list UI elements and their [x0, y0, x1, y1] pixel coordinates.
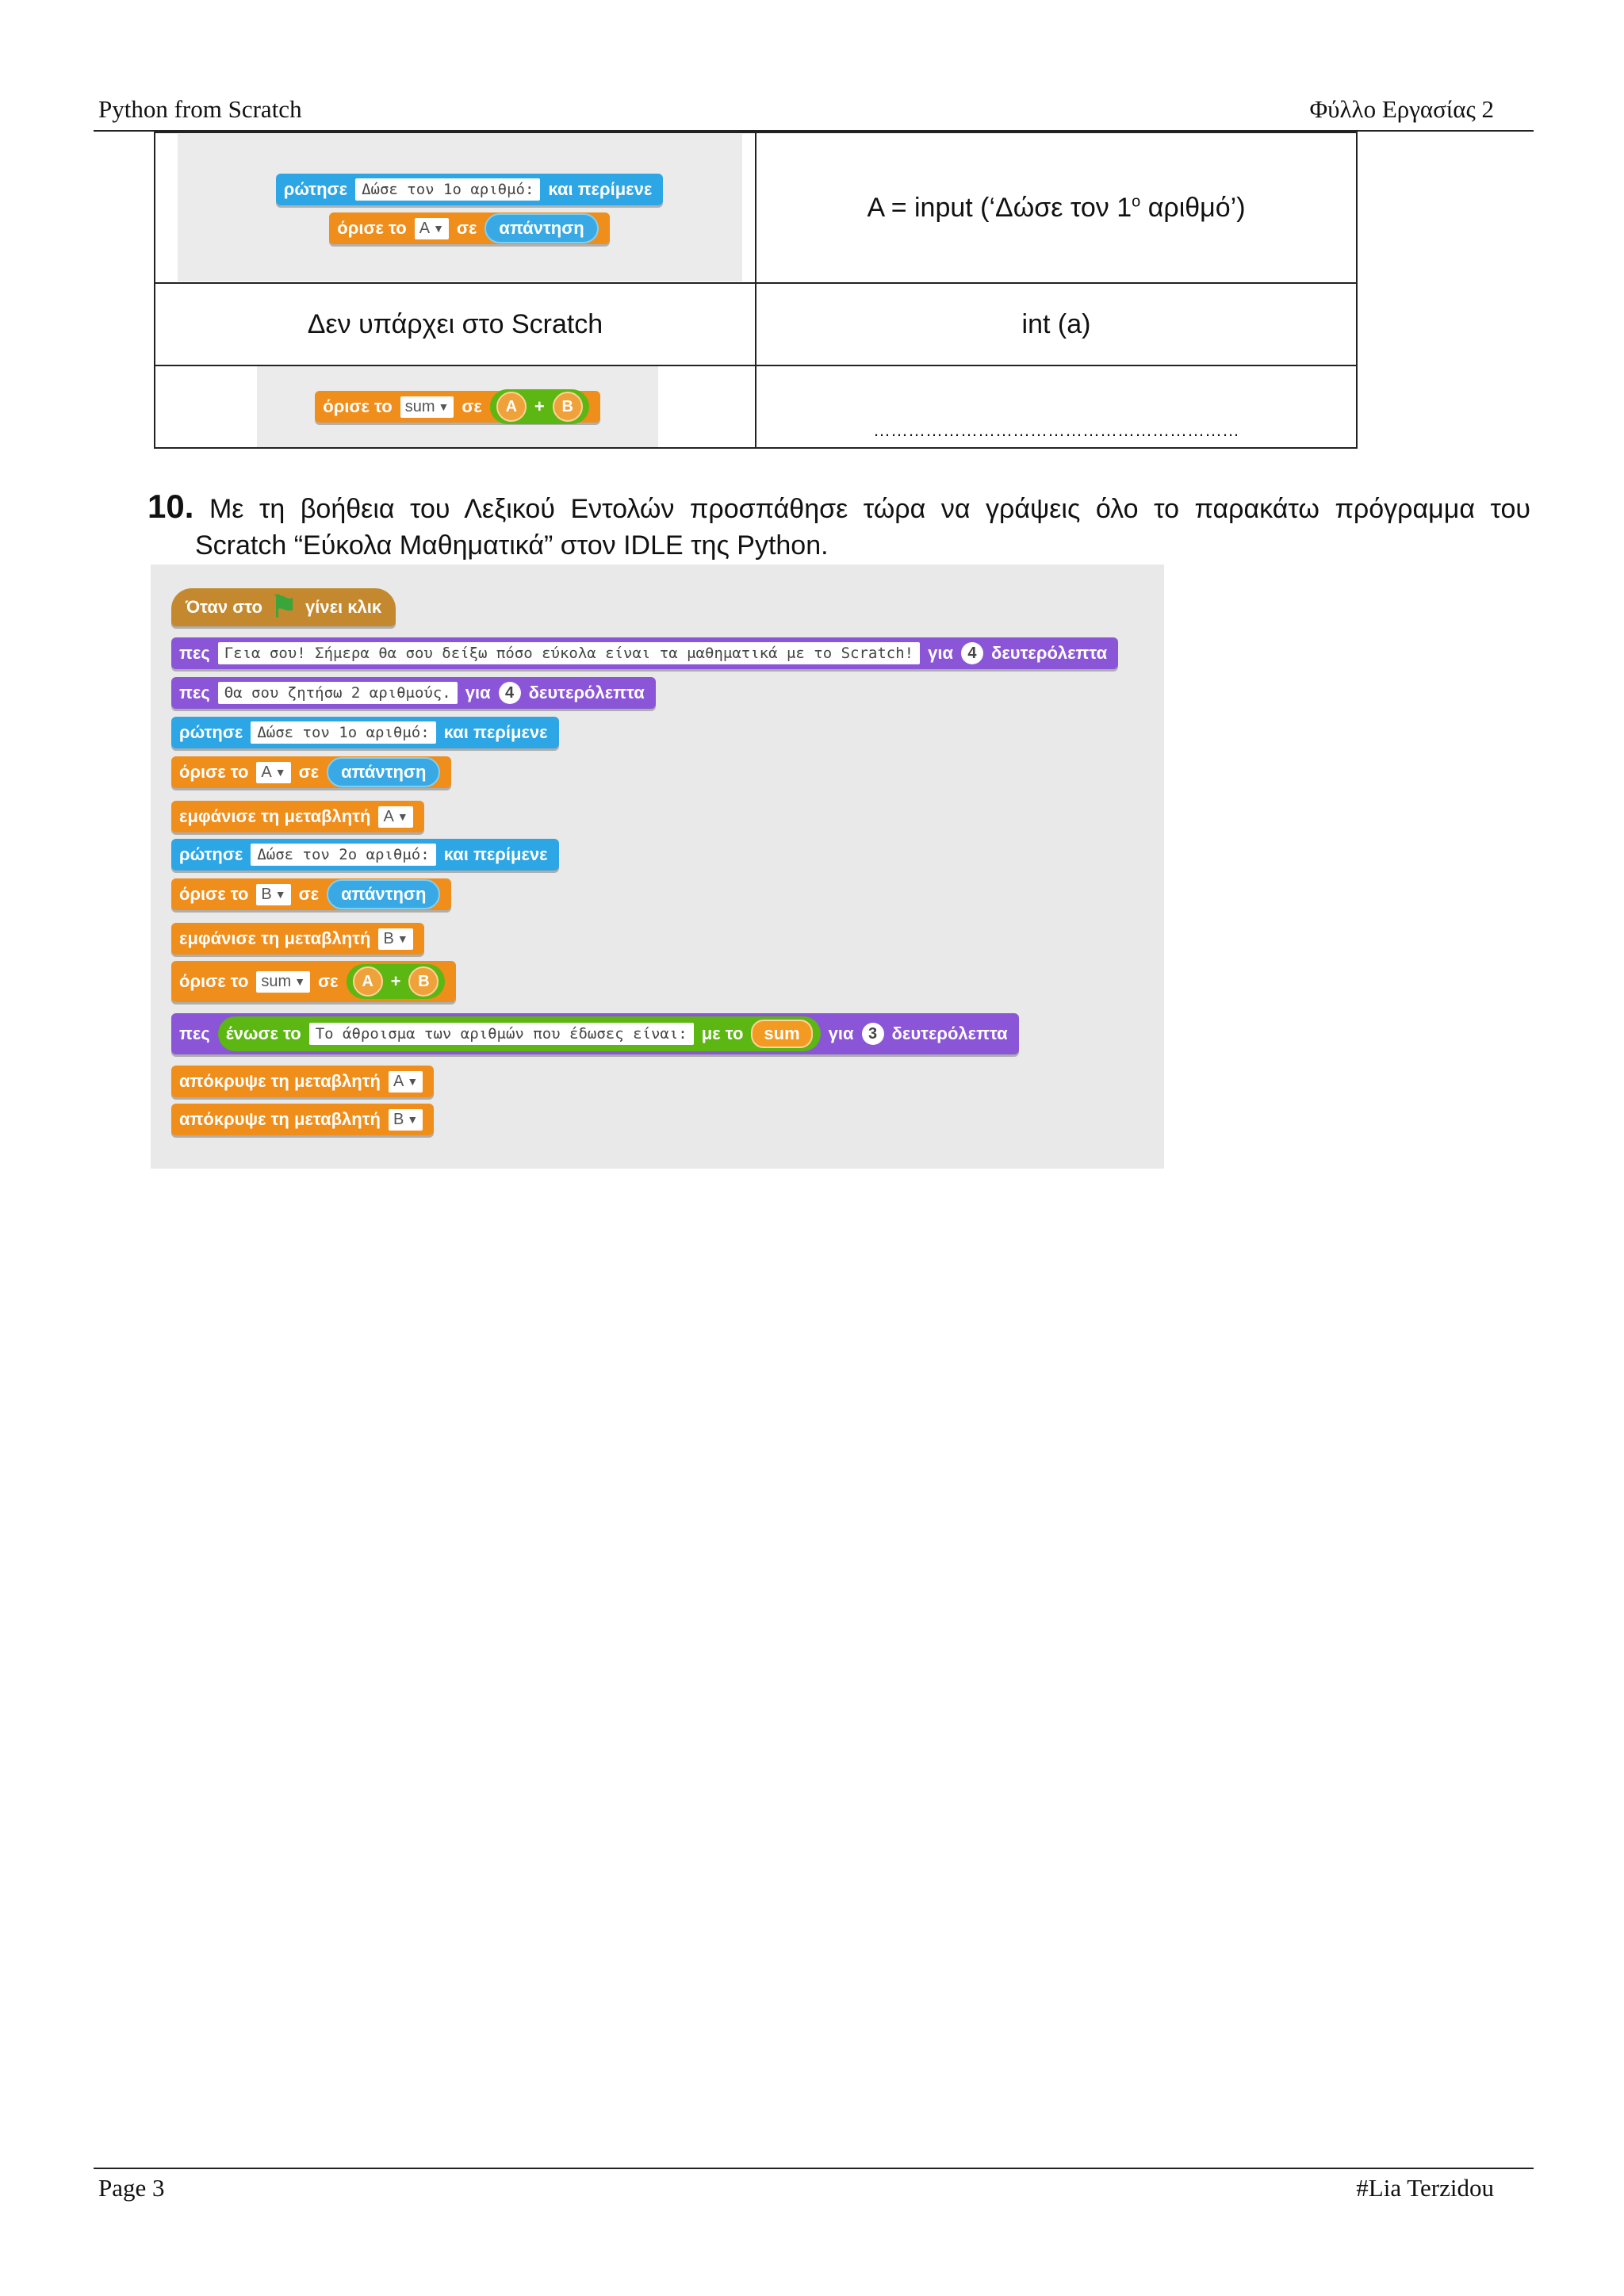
scratch-python-table [154, 132, 1358, 449]
plus-sign: + [390, 971, 401, 991]
block-label: για [828, 1024, 854, 1043]
program-row [171, 588, 396, 626]
program-row [171, 923, 424, 955]
header-right: Φύλλο Εργασίας 2 [1309, 95, 1494, 123]
program-row [171, 801, 424, 832]
scratch-snippet [178, 134, 742, 281]
question-text: Scratch “Εύκολα Μαθηματικά” στον IDLE της Python. [195, 530, 829, 561]
program-row [171, 677, 656, 709]
set-block [329, 212, 609, 244]
question-line [147, 488, 1530, 527]
table-row [155, 365, 1357, 448]
when-flag-clicked-block [171, 588, 396, 626]
say-block [171, 637, 1118, 669]
plus-sign: + [534, 396, 545, 416]
set-block [171, 756, 451, 788]
dropdown-arrow-icon: ▼ [433, 222, 444, 235]
block-label: όρισε το [179, 971, 249, 991]
block-label: γίνει κλικ [305, 597, 382, 617]
block-label: εμφάνισε τη μεταβλητή [179, 806, 371, 826]
variable-reporter: sum [751, 1020, 812, 1048]
block-label: και περίμενε [443, 722, 548, 742]
variable-dropdown [389, 1109, 423, 1131]
block-label: και περίμενε [443, 844, 548, 864]
python-code: αριθμό’) [1140, 192, 1246, 223]
block-label: ρώτησε [179, 844, 243, 864]
block-label: εμφάνισε τη μεταβλητή [179, 928, 371, 948]
python-cell [756, 132, 1357, 283]
add-operator [490, 389, 589, 424]
variable-dropdown [400, 396, 454, 418]
show-variable-block [171, 801, 424, 832]
block-label: όρισε το [179, 884, 249, 904]
block-label: πες [179, 683, 210, 702]
table-row [155, 283, 1357, 365]
program-row [171, 961, 456, 1002]
question-number: 10. [147, 488, 194, 525]
block-label: σε [462, 396, 482, 416]
program-row [171, 878, 451, 910]
block-field: Δώσε τον 1ο αριθμό: [251, 721, 435, 744]
variable-reporter: A [353, 966, 383, 997]
block-label: και περίμενε [548, 179, 653, 199]
program-row [171, 839, 559, 871]
block-label: πες [179, 643, 210, 663]
variable-dropdown [256, 884, 290, 905]
scratch-snippet [257, 366, 658, 447]
footer-rule [94, 2168, 1534, 2169]
block-label: σε [298, 884, 320, 904]
hide-variable-block [171, 1104, 434, 1135]
block-field: Θα σου ζητήσω 2 αριθμούς. [218, 682, 458, 704]
variable-dropdown [256, 762, 290, 783]
program-row [171, 717, 559, 748]
scratch-cell: Δεν υπάρχει στο Scratch [155, 283, 756, 365]
variable-reporter: B [553, 392, 583, 422]
block-label: ρώτησε [179, 722, 243, 742]
dropdown-arrow-icon: ▼ [396, 932, 408, 945]
superscript: o [1132, 193, 1141, 211]
block-label: για [928, 643, 953, 663]
block-field: Γεια σου! Σήμερα θα σου δείξω πόσο εύκολα είναι τα μαθηματικά με το Scratch! [218, 642, 920, 664]
say-join-block [171, 1013, 1019, 1054]
variable-name: A [383, 807, 394, 825]
program-row [171, 1013, 1019, 1054]
block-label: απόκρυψε τη μεταβλητή [179, 1071, 381, 1091]
dropdown-arrow-icon: ▼ [407, 1113, 419, 1126]
variable-dropdown [256, 971, 310, 993]
block-label: πες [179, 1024, 210, 1043]
set-sum-block [171, 961, 456, 1002]
dropdown-arrow-icon: ▼ [438, 400, 450, 413]
block-label: όρισε το [179, 762, 249, 782]
answer-reporter: απάντηση [327, 757, 440, 787]
block-label: όρισε το [323, 396, 393, 416]
variable-dropdown [389, 1071, 423, 1093]
variable-name: A [419, 219, 431, 237]
green-flag-icon: ⚑ [270, 591, 297, 624]
block-label: όρισε το [337, 218, 407, 238]
variable-dropdown [415, 218, 449, 239]
block-label: σε [318, 971, 339, 991]
block-field: Δώσε τον 2ο αριθμό: [251, 844, 435, 866]
variable-name: A [393, 1072, 404, 1090]
python-cell: int (a) [756, 283, 1357, 365]
number-input: 4 [961, 642, 983, 664]
block-field: Το άθροισμα των αριθμών που έδωσες είναι: [309, 1023, 694, 1045]
show-variable-block [171, 923, 424, 955]
block-label: ρώτησε [283, 179, 348, 199]
python-cell [756, 365, 1357, 448]
say-block [171, 677, 656, 709]
hide-variable-block [171, 1066, 434, 1097]
variable-dropdown [378, 806, 412, 828]
set-sum-block [315, 391, 599, 423]
dropdown-arrow-icon: ▼ [274, 888, 286, 901]
variable-name: sum [404, 397, 435, 415]
page-header [98, 95, 1494, 127]
block-label: απόκρυψε τη μεταβλητή [179, 1109, 381, 1129]
scratch-cell [155, 365, 756, 448]
ask-block [171, 839, 559, 871]
variable-name: sum [261, 972, 292, 990]
header-left: Python from Scratch [98, 95, 302, 123]
block-label: με το [701, 1024, 744, 1043]
block-label: Όταν στο [186, 597, 262, 617]
ask-block [276, 174, 664, 205]
page-number: Page 3 [98, 2174, 165, 2202]
block-label: για [465, 683, 491, 702]
question-text: Με τη βοήθεια του Λεξικού Εντολών προσπάθησε τώρα να γράψεις όλο το παρακάτω πρόγραμμα του [209, 494, 1530, 524]
scratch-program [151, 564, 1164, 1169]
number-input: 4 [499, 682, 521, 704]
variable-name: B [383, 929, 394, 947]
dropdown-arrow-icon: ▼ [294, 975, 306, 988]
variable-reporter: A [496, 392, 527, 422]
block-label: ένωσε το [225, 1024, 301, 1043]
block-field: Δώσε τον 1ο αριθμό: [355, 178, 540, 201]
python-code: A = input (‘Δώσε τον 1 [867, 192, 1132, 223]
join-operator [218, 1016, 821, 1051]
block-label: δευτερόλεπτα [891, 1024, 1008, 1043]
program-row [171, 1104, 434, 1135]
block-label: σε [456, 218, 477, 238]
program-row [171, 637, 1118, 669]
dropdown-arrow-icon: ▼ [274, 766, 286, 779]
variable-dropdown [378, 928, 412, 950]
variable-name: B [261, 885, 272, 903]
scratch-cell [155, 132, 756, 283]
dropdown-arrow-icon: ▼ [407, 1075, 419, 1088]
number-input: 3 [862, 1023, 884, 1045]
author: #Lia Terzidou [1356, 2174, 1494, 2202]
table-row [155, 132, 1357, 283]
block-label: σε [298, 762, 320, 782]
answer-reporter: απάντηση [485, 213, 598, 243]
question-10 [147, 488, 1530, 564]
block-label: δευτερόλεπτα [528, 683, 645, 702]
program-row [171, 1066, 434, 1097]
set-block [171, 878, 451, 910]
answer-placeholder: ……………………………………………………… [873, 420, 1239, 440]
variable-name: A [261, 763, 272, 781]
answer-reporter: απάντηση [327, 879, 440, 909]
ask-block [171, 717, 559, 748]
variable-name: B [393, 1110, 404, 1128]
dropdown-arrow-icon: ▼ [396, 810, 408, 823]
program-row [171, 756, 451, 788]
add-operator [347, 964, 446, 999]
variable-reporter: B [408, 966, 439, 997]
block-label: δευτερόλεπτα [990, 643, 1108, 663]
